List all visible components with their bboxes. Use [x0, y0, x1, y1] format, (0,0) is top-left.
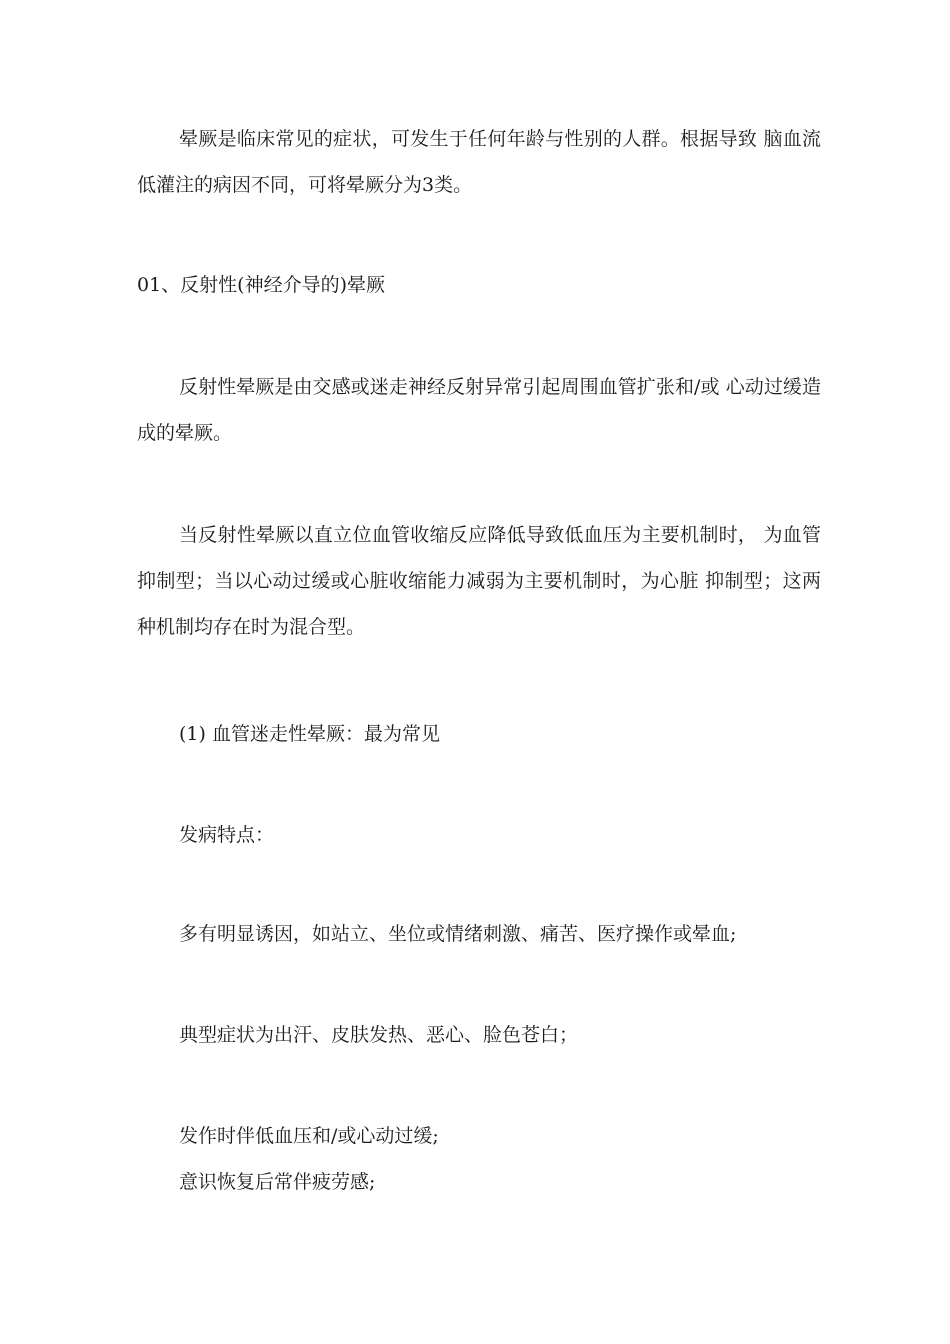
mechanism-paragraph: 当反射性晕厥以直立位血管收缩反应降低导致低血压为主要机制时， 为血管抑制型；当以心动过缓或心脏收缩能力减弱为主要机制时，为心脏 抑制型；这两种机制均存在时为混合型。 [137, 524, 821, 638]
definition-paragraph: 反射性晕厥是由交感或迷走神经反射异常引起周围血管扩张和/或 心动过缓造成的晕厥。 [137, 376, 821, 444]
section-heading: 01、反射性(神经介导的)晕厥 [137, 274, 386, 296]
features-label: 发病特点： [179, 824, 275, 846]
feature-item: 发作时伴低血压和/或心动过缓; [179, 1125, 439, 1147]
feature-item: 多有明显诱因，如站立、坐位或情绪刺激、痛苦、医疗操作或晕血; [179, 923, 737, 945]
subsection-heading: (1) 血管迷走性晕厥：最为常见 [179, 723, 440, 745]
feature-item: 意识恢复后常伴疲劳感; [179, 1171, 376, 1193]
intro-paragraph: 晕厥是临床常见的症状，可发生于任何年龄与性别的人群。根据导致 脑血流低灌注的病因不同，可将晕厥分为3类。 [137, 128, 821, 196]
feature-item: 典型症状为出汗、皮肤发热、恶心、脸色苍白； [179, 1024, 579, 1046]
